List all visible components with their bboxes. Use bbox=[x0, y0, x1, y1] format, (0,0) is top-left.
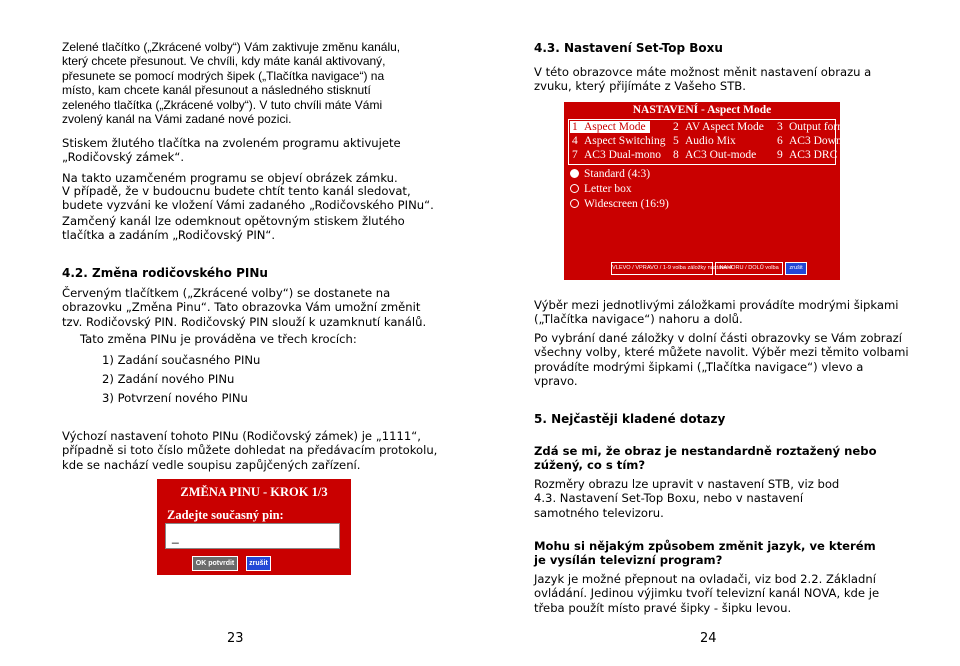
radio-icon bbox=[570, 199, 579, 208]
pin-change-screenshot bbox=[157, 479, 351, 575]
ok-confirm-button[interactable]: OK potvrdit bbox=[192, 556, 238, 571]
step-1: 1) Zadání současného PINu bbox=[102, 353, 261, 367]
options-paragraph: Po vybrání dané záložky v dolní části obrazovky se Vám zobrazí všechny volby, které můžete navolit. Výběr mezi těmito volbami provádíte modrými šipkami („Tlačítka navigace“) vlevo a vpravo. bbox=[534, 331, 909, 389]
option-letter-box[interactable]: Letter box bbox=[570, 183, 632, 195]
faq-answer-2: Jazyk je možné přepnout na ovladači, viz bod 2.2. Základní ovládání. Jedinou výjimku tvoří televizní kanál NOVA, kde je třeba použít místo pravé šipky - šipku levou. bbox=[534, 572, 880, 615]
tab-ac3-down-mix[interactable]: 6 AC3 Down-mix bbox=[777, 135, 864, 147]
radio-icon bbox=[570, 184, 579, 193]
settings-intro: V této obrazovce máte možnost měnit nastavení obrazu a zvuku, který přijímáte z Vašeho STB. bbox=[534, 65, 872, 94]
tab-ac3-out-mode[interactable]: 8 AC3 Out-mode bbox=[673, 149, 757, 161]
pin-screen-title: ZMĚNA PINU - KROK 1/3 bbox=[180, 485, 328, 499]
navigation-paragraph: Výběr mezi jednotlivými záložkami provádíte modrými šipkami („Tlačítka navigace“) nahoru a dolů. bbox=[534, 298, 899, 327]
tab-ac3-dual-mono[interactable]: 7 AC3 Dual-mono bbox=[572, 149, 661, 161]
page-number: 23 bbox=[227, 631, 244, 646]
aspect-screen-title: NASTAVENÍ - Aspect Mode bbox=[632, 104, 772, 116]
pin-screen-prompt: Zadejte současný pin: bbox=[167, 508, 284, 522]
steps-intro: Tato změna PINu je prováděna ve třech krocích: bbox=[80, 332, 357, 346]
page-number: 24 bbox=[700, 631, 717, 646]
tab-output-format[interactable]: 3 Output format bbox=[777, 121, 855, 133]
tab-aspect-switching[interactable]: 4 Aspect Switching bbox=[572, 135, 666, 147]
section-heading-4-3: 4.3. Nastavení Set-Top Boxu bbox=[534, 41, 723, 55]
faq-question-1: Zdá se mi, že obraz je nestandardně roztažený nebo zúžený, co s tím? bbox=[534, 444, 877, 473]
default-pin-paragraph: Výchozí nastavení tohoto PINu (Rodičovský zámek) je „1111“, případně si toto číslo můžete dohledat na předávacím protokolu, kde se nachází vedle soupisu zapůjčených zařízení. bbox=[62, 429, 438, 472]
tab-av-aspect-mode[interactable]: 2 AV Aspect Mode bbox=[673, 121, 764, 133]
cancel-button[interactable]: zrušit bbox=[785, 262, 807, 275]
tab-ac3-drc[interactable]: 9 AC3 DRC bbox=[777, 149, 838, 161]
cancel-button[interactable]: zrušit bbox=[246, 556, 271, 571]
pin-input-field[interactable] bbox=[165, 523, 340, 549]
lock-paragraph: Stiskem žlutého tlačítka na zvoleném programu aktivujete „Rodičovský zámek“. bbox=[62, 136, 401, 165]
pin-future-paragraph: V případě, že v budoucnu budete chtít tento kanál sledovat, budete vyzváni ke vložení Vámi zadaného „Rodičovského PINu“. bbox=[62, 184, 434, 213]
faq-question-2: Mohu si nějakým způsobem změnit jazyk, ve kterém je vysílán televizní program? bbox=[534, 539, 876, 568]
left-right-tab-hint-button[interactable]: VLEVO / VPRAVO / 1-9 volba záložky nastavení bbox=[611, 262, 713, 275]
tab-audio-mix[interactable]: 5 Audio Mix bbox=[673, 135, 736, 147]
intro-paragraph: Zelené tlačítko („Zkrácené volby“) Vám zaktivuje změnu kanálu, který chcete přesunout. Ve chvíli, kdy máte kanál aktivovaný, přesunete se pomocí modrých šipek („Tlačítka navigace“) na místo, kam chcete kanál přesunout a následného stisknutí zeleného tlačítka („Zkrácené volby“). V tuto chvíli máte Vámi zvolený kanál na Vámi zadané nové pozici. bbox=[62, 40, 401, 127]
aspect-mode-screenshot bbox=[564, 102, 864, 280]
unlock-paragraph: Zamčený kanál lze odemknout opětovným stiskem žlutého tlačítka a zadáním „Rodičovský PIN“. bbox=[62, 214, 405, 243]
radio-selected-icon bbox=[570, 169, 579, 178]
change-pin-paragraph: Červeným tlačítkem („Zkrácené volby“) se dostanete na obrazovku „Změna Pinu“. Tato obrazovka Vám umožní změnit tzv. Rodičovský PIN. Rodičovský PIN slouží k uzamknutí kanálů. bbox=[62, 286, 427, 329]
faq-heading: 5. Nejčastěji kladené dotazy bbox=[534, 412, 726, 426]
page-24 bbox=[480, 0, 960, 666]
step-2: 2) Zadání nového PINu bbox=[102, 372, 235, 386]
up-down-option-hint-button[interactable]: NAHORU / DOLŮ volba bbox=[715, 262, 783, 275]
step-3: 3) Potvrzení nového PINu bbox=[102, 391, 248, 405]
option-widescreen-16-9[interactable]: Widescreen (16:9) bbox=[570, 198, 669, 210]
tab-aspect-mode[interactable]: 1 Aspect Mode bbox=[570, 121, 650, 133]
section-heading-4-2: 4.2. Změna rodičovského PINu bbox=[62, 266, 268, 280]
lock-picture-paragraph: Na takto uzamčeném programu se objeví obrázek zámku. bbox=[62, 171, 398, 185]
settings-tab-grid bbox=[568, 119, 864, 165]
pin-input-cursor: _ bbox=[172, 530, 179, 544]
faq-answer-1: Rozměry obrazu lze upravit v nastavení STB, viz bod 4.3. Nastavení Set-Top Boxu, nebo v nastavení samotného televizoru. bbox=[534, 477, 840, 520]
option-standard-4-3[interactable]: Standard (4:3) bbox=[570, 168, 650, 180]
